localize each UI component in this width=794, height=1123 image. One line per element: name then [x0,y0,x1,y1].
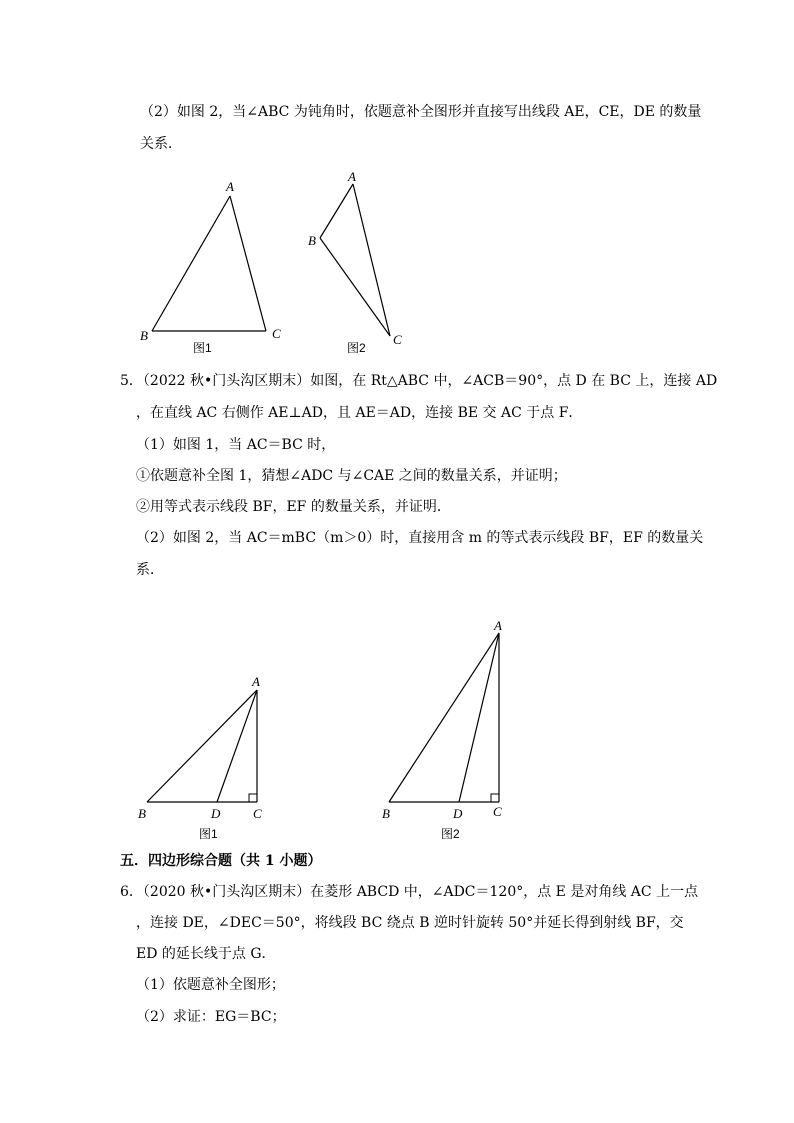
q4-part2-line2: 关系． [140,136,182,152]
q6-line2: ，连接 DE，∠DEC＝50°，将线段 BC 绕点 B 逆时针旋转 50°并延长得到射线 BF，交 [136,915,684,931]
q5-fig2-caption: 图2 [441,827,460,841]
q4-fig2-label-a: A [348,169,356,184]
q4-fig1-caption: 图1 [193,341,212,355]
q4-fig2-label-c: C [393,332,402,347]
section5-heading: 五．四边形综合题（共 1 小题） [120,853,322,869]
q5-fig2-label-b: B [382,806,390,821]
q5-line3: （1）如图 1，当 AC＝BC 时， [136,437,336,453]
q4-fig2-caption: 图2 [347,341,366,355]
q5-line7: 系． [136,562,164,578]
q5-line5: ②用等式表示线段 BF，EF 的数量关系，并证明． [136,499,451,515]
q4-fig2-triangle [320,184,390,336]
q5-fig1-label-a: A [252,674,260,689]
q5-fig1-triangle [147,690,257,802]
q5-line4: ①依题意补全图 1，猜想∠ADC 与∠CAE 之间的数量关系，并证明； [136,468,567,484]
q5-line1: 5．（2022 秋•门头沟区期末）如图，在 Rt△ABC 中，∠ACB＝90°，点 D 在 BC 上，连接 AD [120,373,718,389]
q4-part2-line1: （2）如图 2，当∠ABC 为钝角时，依题意补全图形并直接写出线段 AE，CE，DE 的数量 [140,104,702,120]
q6-line5: （2）求证：EG＝BC； [136,1009,286,1025]
q5-fig2-triangle [389,633,499,802]
q6-line3: ED 的延长线于点 G． [136,946,276,962]
q5-fig2-label-d: D [453,806,463,821]
q5-fig1-label-c: C [253,806,262,821]
q5-fig1-label-b: B [138,806,146,821]
q4-fig1-label-c: C [272,326,281,341]
q4-fig1-label-b: B [140,328,148,343]
q5-fig1-caption: 图1 [199,827,218,841]
q5-fig2-label-c: C [493,804,502,819]
q4-fig1-triangle [152,196,266,331]
q5-fig2-label-a: A [494,618,502,633]
q5-line6: （2）如图 2，当 AC＝mBC（m＞0）时，直接用含 m 的等式表示线段 BF，EF 的数量关 [136,530,704,546]
q6-line4: （1）依题意补全图形； [136,977,285,993]
q4-fig2-label-b: B [308,233,316,248]
q6-line1: 6．（2020 秋•门头沟区期末）在菱形 ABCD 中，∠ADC＝120°，点 E 是对角线 AC 上一点 [120,884,699,900]
q4-fig1-label-a: A [226,179,234,194]
q5-line2: ，在直线 AC 右侧作 AE⊥AD，且 AE＝AD，连接 BE 交 AC 于点 F． [136,405,583,421]
q5-fig1-label-d: D [211,806,221,821]
